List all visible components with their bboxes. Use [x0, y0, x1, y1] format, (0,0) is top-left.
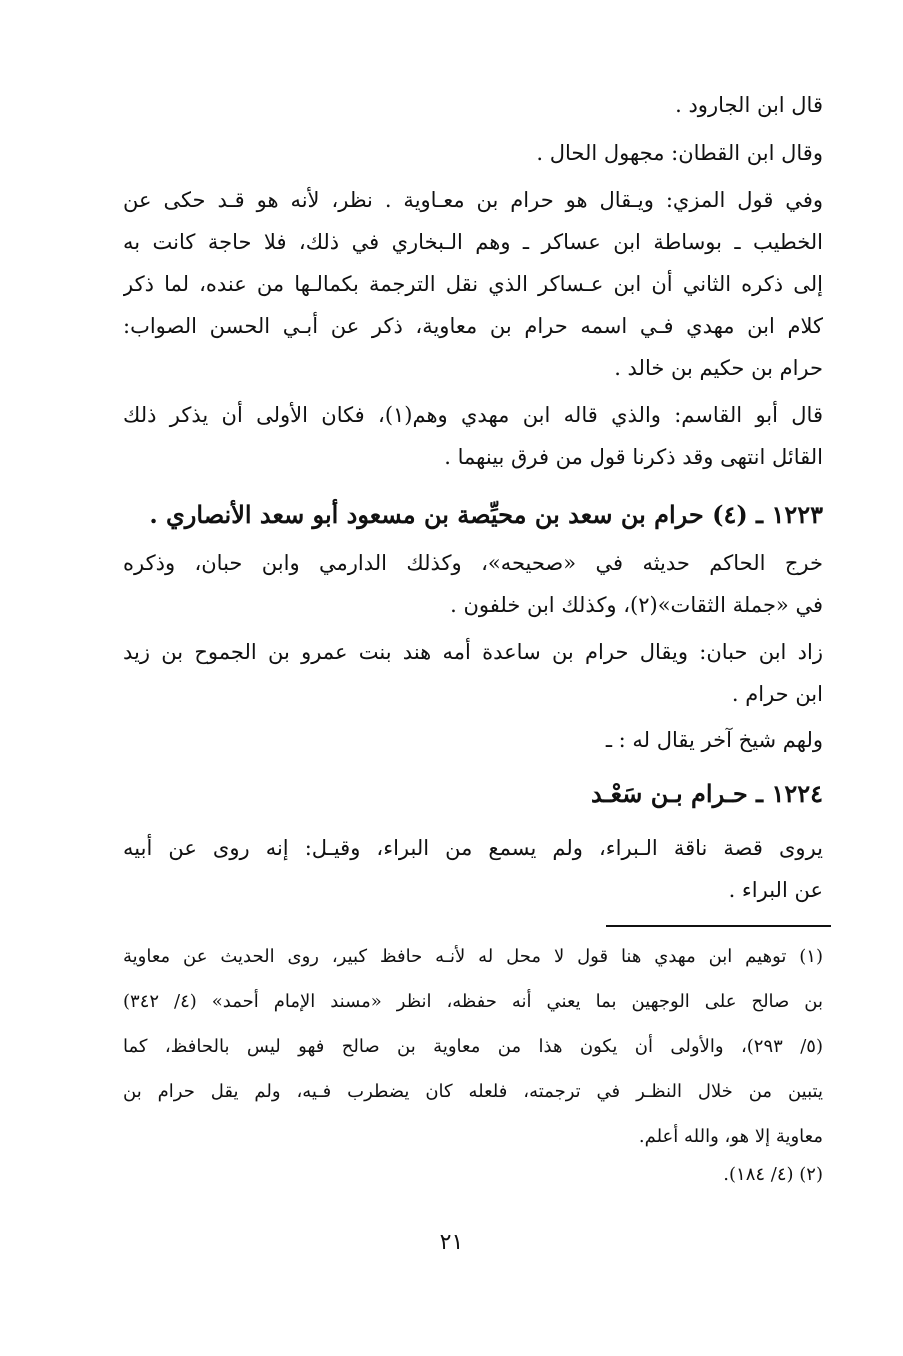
footnote-line: (١) توهيم ابن مهدي هنا قول لا محل له لأنـه حافظ كبير، روى الحديث عن معاوية [123, 946, 823, 967]
footnote-line: معاوية إلا هو، والله أعلم. [638, 1126, 823, 1147]
body-line: ولهم شيخ آخر يقال له : ـ [605, 728, 823, 752]
page-number: ٢١ [439, 1230, 464, 1255]
body-line: قال أبو القاسم: والذي قاله ابن مهدي وهم(١)، فكان الأولى أن يذكر ذلك [123, 403, 823, 427]
body-line: خرج الحاكم حديثه في «صحيحه»، وكذلك الدارمي وابن حبان، وذكره [123, 551, 823, 575]
body-line: يروى قصة ناقة الـبراء، ولم يسمع من البراء، وقيـل: إنه روى عن أبيه [123, 836, 823, 860]
footnote-line: يتبين من خلال النظـر في ترجمته، فلعله كان يضطرب فـيه، ولم يقل حرام بن [123, 1081, 823, 1102]
footnote-divider [606, 925, 831, 927]
footnote-line: بن صالح على الوجهين بما يعني أنه حفظه، انظر «مسند الإمام أحمد» (٤/ ٣٤٢) [123, 991, 823, 1012]
body-line: عن البراء . [728, 878, 823, 902]
body-line: حرام بن حكيم بن خالد . [614, 356, 823, 380]
entry-heading-1224: ١٢٢٤ ـ حـرام بـن سَعْـد [591, 779, 823, 808]
body-line: ابن حرام . [731, 682, 823, 706]
footnote-line: (٥/ ٢٩٣)، والأولى أن يكون هذا من معاوية بن صالح فهو ليس بالحافظ، كما [123, 1036, 823, 1057]
body-line: الخطيب ـ بوساطة ابن عساكر ـ وهم الـبخاري في ذلك، فلا حاجة كانت به [123, 230, 823, 254]
footnote-line: (٢) (٤/ ١٨٤). [723, 1164, 823, 1185]
body-line: القائل انتهى وقد ذكرنا قول من فرق بينهما . [444, 445, 823, 469]
body-line: وفي قول المزي: ويـقال هو حرام بن معـاوية . نظر، لأنه هو قـد حكى عن [123, 188, 823, 212]
body-line: وقال ابن القطان: مجهول الحال . [536, 141, 823, 165]
body-line: إلى ذكره الثاني أن ابن عـساكر الذي نقل الترجمة بكمالـها من عنده، لما ذكر [123, 272, 823, 296]
body-line: في «جملة الثقات»(٢)، وكذلك ابن خلفون . [450, 593, 823, 617]
body-line: كلام ابن مهدي فـي اسمه حرام بن معاوية، ذكر عن أبـي الحسن الصواب: [123, 314, 823, 338]
entry-heading-1223: ١٢٢٣ ـ (٤) حرام بن سعد بن محيِّصة بن مسعود أبو سعد الأنصاري . [149, 500, 823, 529]
body-line: زاد ابن حبان: ويقال حرام بن ساعدة أمه هند بنت عمرو بن الجموح بن زيد [123, 640, 823, 664]
body-line: قال ابن الجارود . [675, 93, 823, 117]
